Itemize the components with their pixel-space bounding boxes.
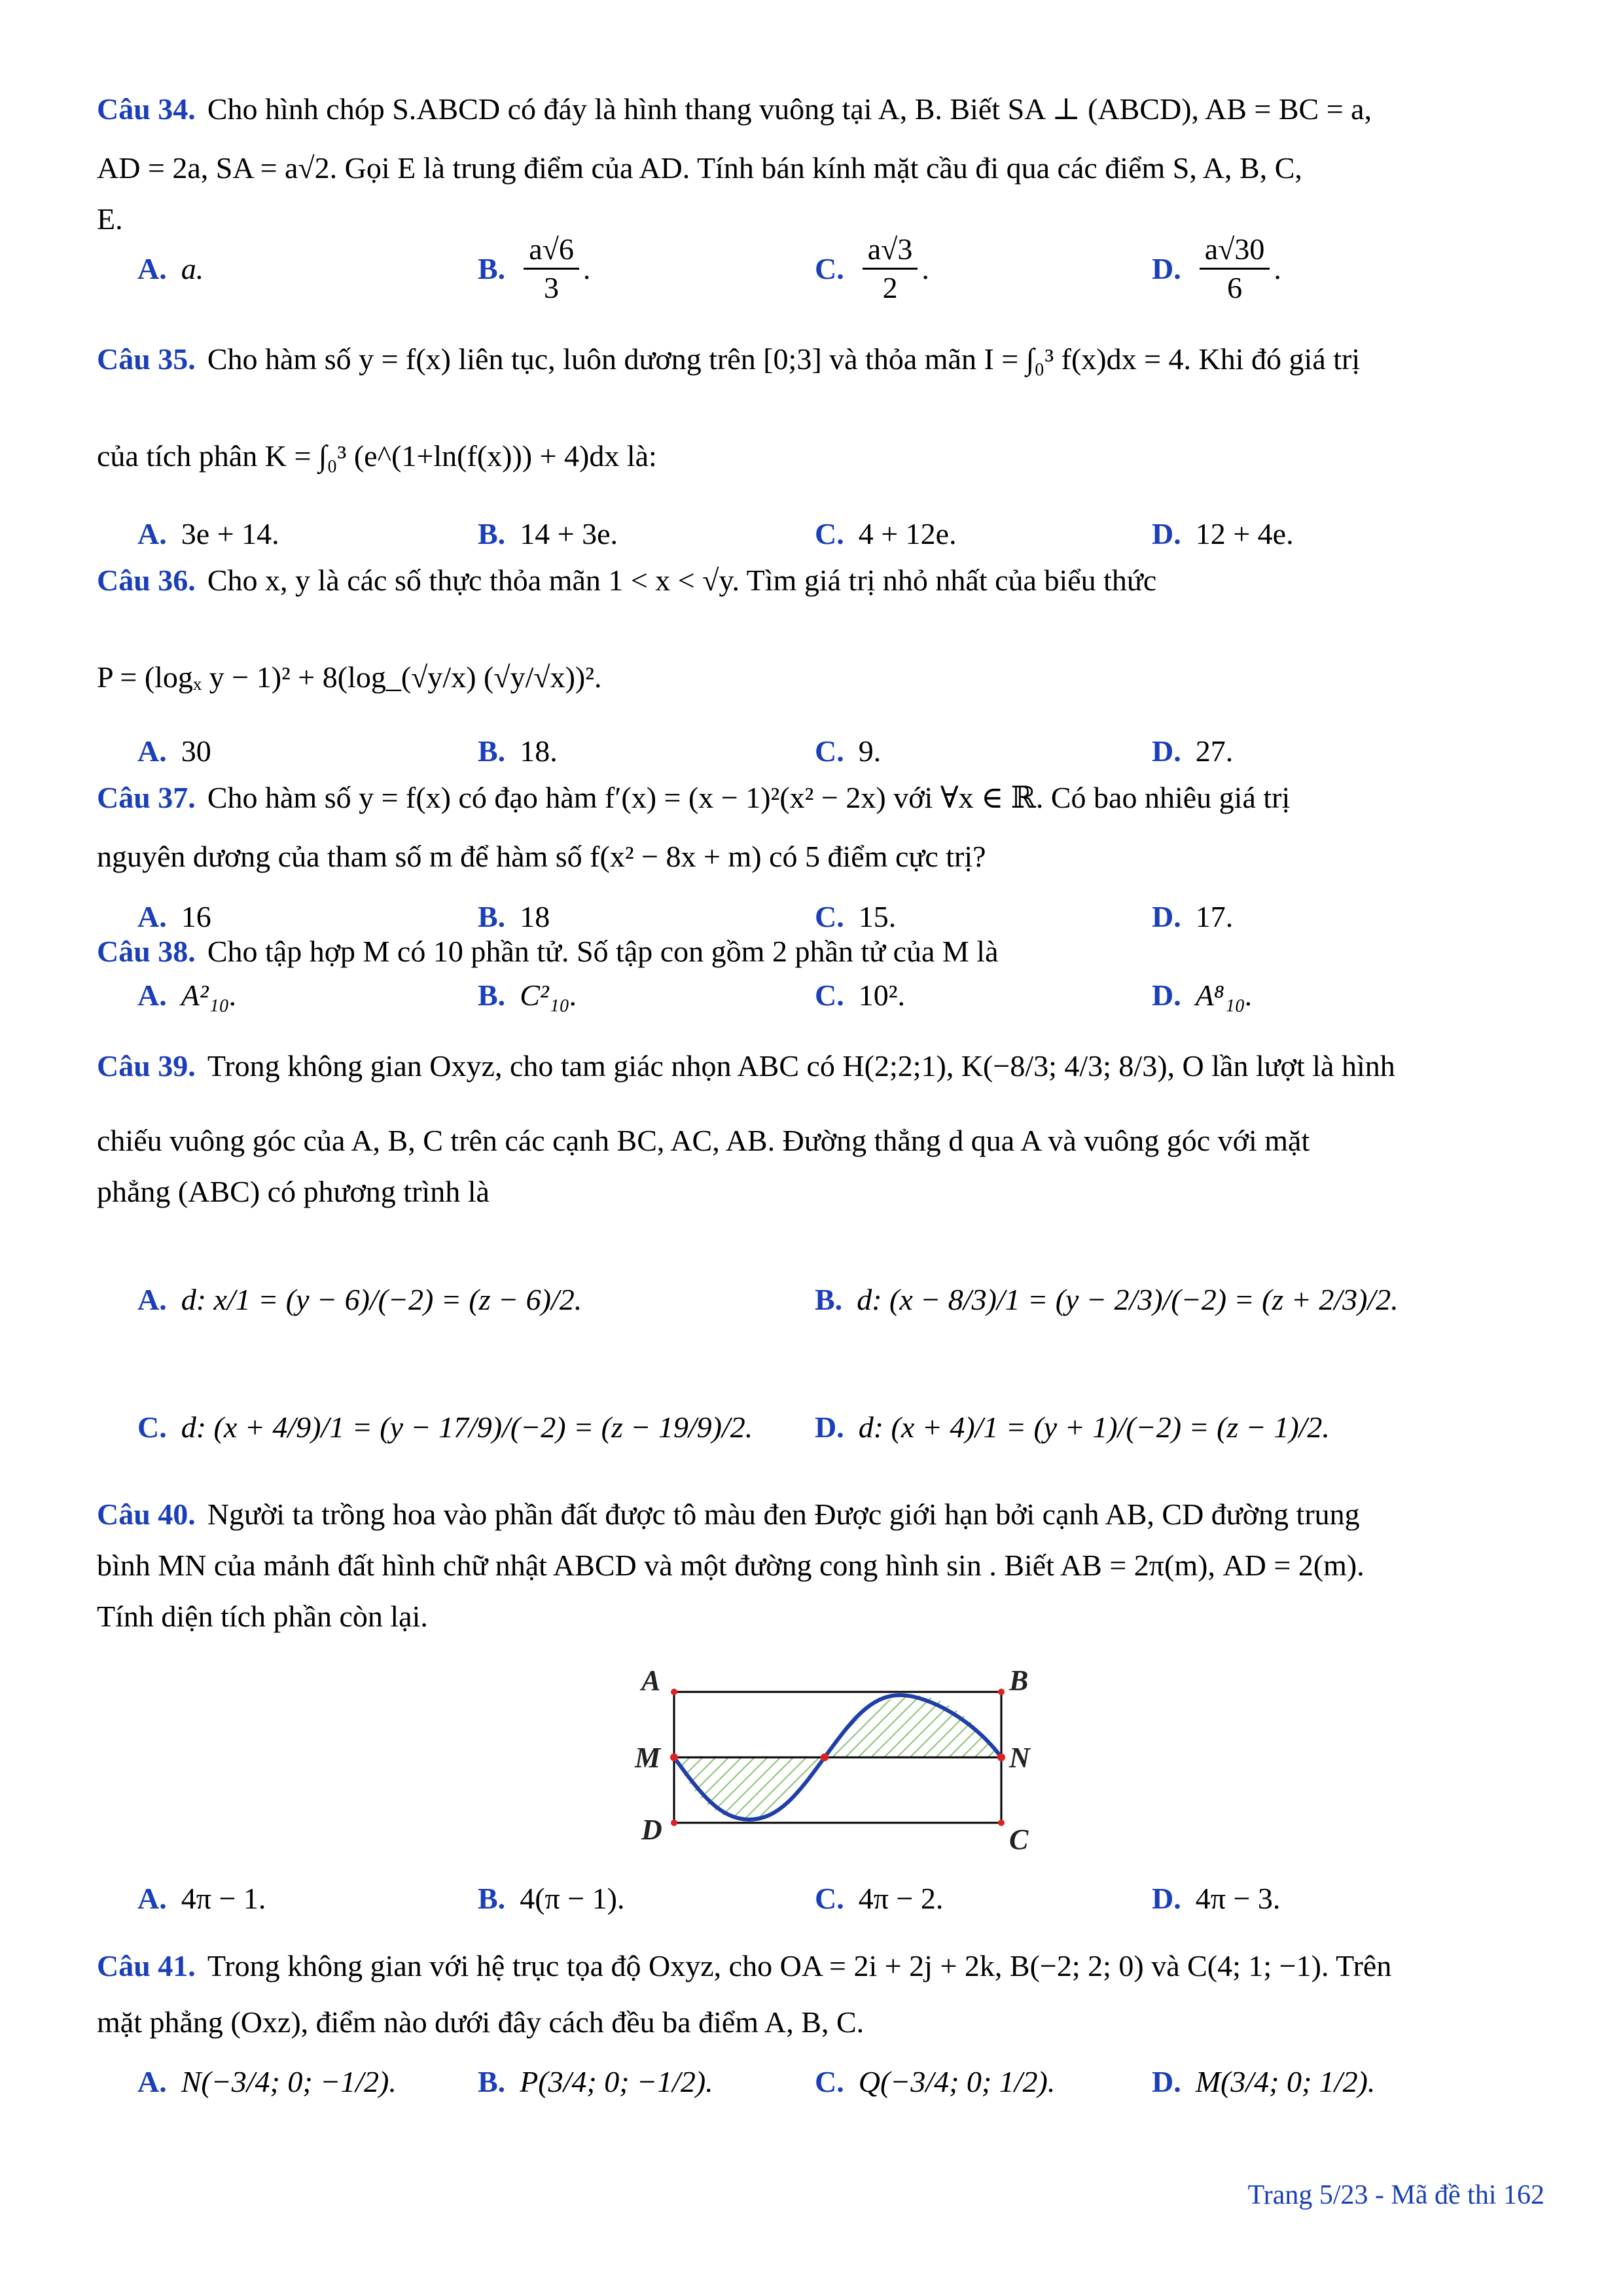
answer-b[interactable]: B. P(3/4; 0; −1/2). (478, 2064, 713, 2098)
point-b (998, 1689, 1005, 1695)
question-text: P = (logₓ y − 1)² + 8(log_(√y/x) (√y/√x))². (97, 660, 602, 694)
label-m: M (635, 1742, 661, 1774)
question-text: E. (97, 202, 123, 236)
answer-a[interactable]: A. 4π − 1. (137, 1881, 266, 1915)
question-number: Câu 37. (97, 781, 196, 814)
question-number: Câu 40. (97, 1498, 196, 1531)
answer-b[interactable]: B. C²₁₀. (478, 978, 578, 1012)
answer-d[interactable]: D. M(3/4; 0; 1/2). (1152, 2064, 1376, 2098)
question-text: Cho x, y là các số thực thỏa mãn 1 < x < √y. Tìm giá trị nhỏ nhất của biểu thức (207, 564, 1157, 597)
answers-39-row1 (0, 1263, 1623, 1335)
answer-c[interactable]: C. Q(−3/4; 0; 1/2). (815, 2064, 1056, 2098)
question-35 (97, 334, 1544, 482)
fraction: $\frac{a√30}{6}$ (1200, 231, 1270, 305)
answer-a[interactable]: A. A²₁₀. (137, 978, 238, 1012)
question-text: của tích phân K = ∫₀³ (e^(1+ln(f(x))) + 4)dx là: (97, 439, 657, 473)
question-text: bình MN của mảnh đất hình chữ nhật ABCD và một đường cong hình sin . Biết AB = 2π(m), AD = 2(m). (97, 1549, 1364, 1582)
answer-b[interactable]: B. 18. (478, 734, 558, 768)
answer-c[interactable]: C. d: (x + 4/9)/1 = (y − 17/9)/(−2) = (z − 19/9)/2. (137, 1410, 753, 1444)
answer-b[interactable]: B. 4(π − 1). (478, 1881, 625, 1915)
fraction: $\frac{a√3}{2}$ (863, 231, 918, 305)
question-text: Trong không gian Oxyz, cho tam giác nhọn ABC có H(2;2;1), K(−8/3; 4/3; 8/3), O lần lượt là hình (207, 1049, 1395, 1083)
answer-c[interactable]: C. 4 + 12e. (815, 516, 957, 550)
answer-b[interactable]: B. 14 + 3e. (478, 516, 618, 550)
fraction: $\frac{a√6}{3}$ (524, 231, 579, 305)
answer-d[interactable]: D. 4π − 3. (1152, 1881, 1281, 1915)
answer-b[interactable]: B. d: (x − 8/3)/1 = (y − 2/3)/(−2) = (z + 2/3)/2. (815, 1282, 1399, 1316)
point-n (997, 1753, 1005, 1761)
answers-40 (0, 1862, 1623, 1934)
label-d: D (641, 1814, 662, 1846)
answers-39-row2 (0, 1391, 1623, 1463)
question-text: mặt phẳng (Oxz), điểm nào dưới đây cách đều ba điểm A, B, C. (97, 2005, 865, 2039)
question-39 (97, 1041, 1544, 1217)
question-number: Câu 36. (97, 564, 196, 597)
label-a: A (641, 1664, 661, 1696)
question-text: phẳng (ABC) có phương trình là (97, 1175, 490, 1208)
figure-svg (628, 1662, 1073, 1852)
question-number: Câu 41. (97, 1949, 196, 1982)
answers-34 (0, 232, 1623, 304)
question-text: Cho hàm số y = f(x) có đạo hàm f′(x) = (x − 1)²(x² − 2x) với ∀x ∈ ℝ. Có bao nhiêu giá trị (207, 781, 1291, 814)
point-d (671, 1820, 677, 1826)
question-number: Câu 35. (97, 342, 196, 376)
question-37 (97, 772, 1544, 882)
answer-c[interactable]: C. 9. (815, 734, 882, 768)
answer-b[interactable]: B. 18 (478, 899, 550, 933)
question-number: Câu 38. (97, 935, 196, 968)
question-36 (97, 555, 1544, 703)
answer-d[interactable]: D. $\frac{a√30}{6}$ . (1152, 232, 1281, 304)
answer-c[interactable]: C. 15. (815, 899, 897, 933)
question-text: Cho hàm số y = f(x) liên tục, luôn dương trên [0;3] và thỏa mãn I = ∫₀³ f(x)dx = 4. Khi đó giá trị (207, 342, 1361, 376)
answer-d[interactable]: D. 12 + 4e. (1152, 516, 1294, 550)
point-a (671, 1689, 677, 1695)
label-c: C (1009, 1823, 1029, 1852)
answer-b[interactable]: B. $\frac{a√6}{3}$ . (478, 232, 590, 304)
question-41 (97, 1941, 1544, 2048)
answers-41 (0, 2045, 1623, 2117)
question-number: Câu 39. (97, 1049, 196, 1083)
answer-d[interactable]: D. d: (x + 4)/1 = (y + 1)/(−2) = (z − 1)/2. (815, 1410, 1330, 1444)
answer-a[interactable]: A. d: x/1 = (y − 6)/(−2) = (z − 6)/2. (137, 1282, 582, 1316)
page-footer: Trang 5/23 - Mã đề thi 162 (1247, 2180, 1544, 2210)
question-text: Người ta trồng hoa vào phần đất được tô màu đen Được giới hạn bởi cạnh AB, CD đường trung (207, 1498, 1360, 1531)
answer-a[interactable]: A. a. (137, 251, 204, 285)
answers-38 (0, 959, 1623, 1031)
question-text: Tính diện tích phần còn lại. (97, 1600, 428, 1633)
question-text: AD = 2a, SA = a√2. Gọi E là trung điểm của AD. Tính bán kính mặt cầu đi qua các điểm S, A, B, C, (97, 151, 1302, 185)
point-mid (821, 1753, 829, 1761)
label-b: B (1009, 1664, 1029, 1696)
point-m (670, 1753, 678, 1761)
shaded-region-right (825, 1695, 1001, 1757)
question-text: chiếu vuông góc của A, B, C trên các cạnh BC, AC, AB. Đường thẳng d qua A và vuông góc với mặt (97, 1124, 1310, 1157)
answer-c[interactable]: C. 4π − 2. (815, 1881, 944, 1915)
answer-a[interactable]: A. 3e + 14. (137, 516, 279, 550)
answer-a[interactable]: A. N(−3/4; 0; −1/2). (137, 2064, 397, 2098)
question-34 (97, 84, 1544, 245)
answer-a[interactable]: A. 16 (137, 899, 211, 933)
answer-c[interactable]: C. 10². (815, 978, 906, 1012)
label-n: N (1009, 1742, 1030, 1774)
answer-a[interactable]: A. 30 (137, 734, 211, 768)
point-c (998, 1820, 1005, 1826)
rectangle-sine-figure (628, 1662, 1073, 1852)
question-text: Cho tập hợp M có 10 phần tử. Số tập con gồm 2 phần tử của M là (207, 935, 999, 968)
question-number: Câu 34. (97, 92, 196, 126)
question-40 (97, 1489, 1544, 1642)
answer-d[interactable]: D. 27. (1152, 734, 1234, 768)
question-text: nguyên dương của tham số m để hàm số f(x² − 8x + m) có 5 điểm cực trị? (97, 840, 986, 873)
question-text: Trong không gian với hệ trục tọa độ Oxyz, cho OA = 2i + 2j + 2k, B(−2; 2; 0) và C(4; 1; −1). Trên (207, 1949, 1392, 1982)
answer-c[interactable]: C. $\frac{a√3}{2}$ . (815, 232, 929, 304)
question-text: Cho hình chóp S.ABCD có đáy là hình thang vuông tại A, B. Biết SA ⊥ (ABCD), AB = BC = a, (207, 92, 1372, 126)
answer-d[interactable]: D. 17. (1152, 899, 1234, 933)
answer-d[interactable]: D. A⁸₁₀. (1152, 978, 1253, 1012)
